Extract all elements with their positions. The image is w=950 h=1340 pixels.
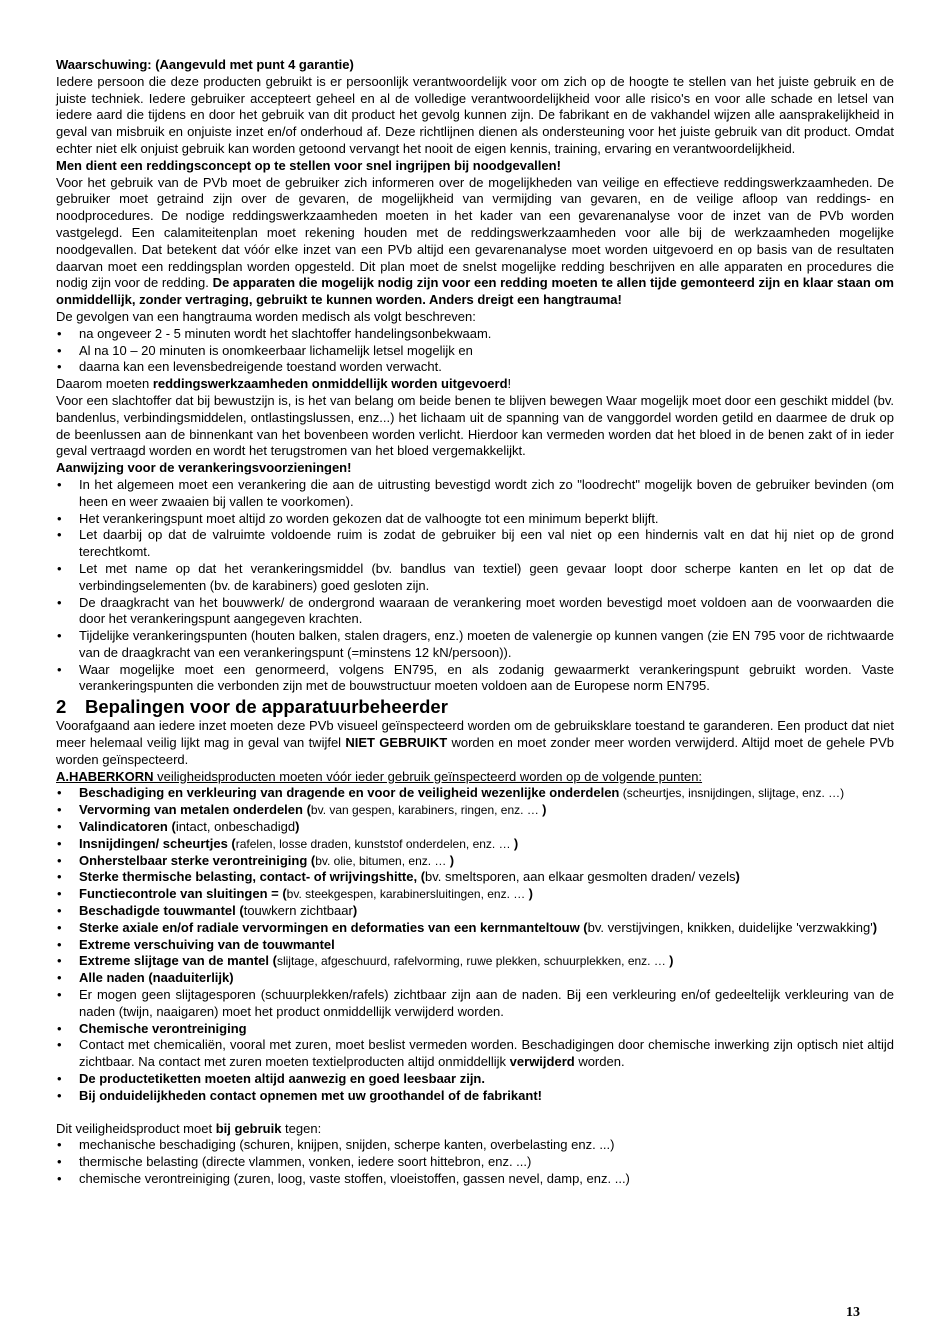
list-item: • Valindicatoren (intact, onbeschadigd) [56,819,894,836]
warning-title: Waarschuwing: (Aangevuld met punt 4 garantie) [56,57,354,72]
list-item: • Beschadiging en verkleuring van dragende en voor de veiligheid wezenlijke onderdelen (scheurtjes, insnijdingen, slijtage, enz. …) [56,785,894,802]
list-item: • Insnijdingen/ scheurtjes (rafelen, losse draden, kunststof onderdelen, enz. … ) [56,836,894,853]
list-item: • daarna kan een levensbedreigende toestand worden verwacht. [56,359,894,376]
anchorage-list [56,477,894,695]
list-item: • thermische belasting (directe vlammen, vonken, iedere soort hittebron, enz. ...) [56,1154,894,1171]
list-item: • Onherstelbaar sterke verontreiniging (bv. olie, bitumen, enz. … ) [56,853,894,870]
list-item: • Het verankeringspunt moet altijd zo worden gekozen dat de valhoogte tot een minimum beperkt blijft. [56,511,894,528]
trauma-intro: De gevolgen van een hangtrauma worden medisch als volgt beschreven: [56,308,476,324]
list-item: • Beschadigde touwmantel (touwkern zichtbaar) [56,903,894,920]
inspection-list [56,785,894,1104]
list-item: • Let daarbij op dat de valruimte voldoende ruim is zodat de gebruiker bij een val niet op een hindernis valt en dat hij niet op de grond terechtkomt. [56,527,894,561]
list-item: • Let met name op dat het verankeringsmiddel (bv. bandlus van textiel) geen gevaar loopt door scherpe kanten en let op dat de verbindingselementen (bv. de karabiners) goed gesloten zijn. [56,561,894,595]
page-number: 13 [846,1305,860,1320]
rescue-body: Voor het gebruik van de PVb moet de gebruiker zich informeren over de mogelijkheden van veilige en effectieve reddingswerkzaamheden. De gebruiker moet getraind zijn over de gevaren, de mogelijkheid van vermijding van gevaren, en de veilige afloop van reddings- en noodprocedures. De nodige reddingswerkzaamheden moeten in het kader van een gevarenanalyse voor de inzet van de PVb worden vastgelegd. Een calamiteitenplan moet rekening houden met de reddingswerkzaamheden voor alle bij de werkzaamheden mogelijke noodgevallen. Dat betekent dat vóór elke inzet van een PVb altijd een gevarenanalyse moet worden uitgevoerd en op basis van de resultaten daarvan moet een reddingsplan worden opgesteld. Dit plan moet de snelst mogelijke redding beschrijven en alle apparaten en procedures die nodig zijn voor de redding. De apparaten die mogelijk nodig zijn voor een redding moeten te allen tijde gemonteerd zijn en klaar staan om onmiddellijk, zonder vertraging, gebruikt te kunnen worden. Anders dreigt een hangtrauma! [56,174,894,308]
protect-list [56,1137,894,1187]
list-item: • Extreme slijtage van de mantel (slijtage, afgeschuurd, rafelvorming, ruwe plekken, schuurplekken, enz. … ) [56,953,894,970]
list-item: • De productetiketten moeten altijd aanwezig en goed leesbaar zijn. [56,1071,894,1088]
list-item: • In het algemeen moet een verankering die aan de uitrusting bevestigd wordt zich zo "loodrecht" mogelijk boven de gebruiker bevinden (om heen en weer zwaaien bij vallen te voorkomen). [56,477,894,511]
section-number: 2 [56,696,67,718]
list-item: • Functiecontrole van sluitingen = (bv. steekgespen, karabinersluitingen, enz. … ) [56,886,894,903]
section-intro: Voorafgaand aan iedere inzet moeten deze PVb visueel geïnspecteerd worden om de gebruiksklare toestand te garanderen. Een product dat niet meer helemaal veilig lijkt mag in geval van twijfel NIET GEBRUIKT worden en moet zonder meer worden verwijderd. Altijd moet de gehele PVb worden geïnspecteerd. [56,718,894,767]
trauma-therefore: Daarom moeten reddingswerkzaamheden onmiddellijk worden uitgevoerd! [56,376,512,392]
protect-intro: Dit veiligheidsproduct moet bij gebruik tegen: [56,1120,322,1136]
list-item: • Waar mogelijke moet een genormeerd, volgens EN795, en als zodanig gewaarmerkt verankeringspunt gebruikt worden. Vaste verankeringspunten die verbonden zijn met de bouwstructuur moeten voldoen aan de Europese norm EN795. [56,662,894,696]
list-item: • Sterke thermische belasting, contact- of wrijvingshitte, (bv. smeltsporen, aan elkaar gesmolten draden/ vezels) [56,869,894,886]
list-item: • mechanische beschadiging (schuren, knijpen, snijden, scherpe kanten, overbelasting enz. ...) [56,1137,894,1154]
trauma-victim: Voor een slachtoffer dat bij bewustzijn is, is het van belang om beide benen te blijven bewegen Waar mogelijk moet door een geschikt middel (bv. bandenlus, verbindingsmiddelen, ontlastingslussen, enz...) het lichaam uit de spanning van de vanggordel worden getild en daarmee de druk op de beenlussen aan de binnenkant van het bovenbeen worden verlicht. Hierdoor kan vermeden worden dat het bloed in de benen zakt of in ieder geval vertraagd worden en wordt het terugstromen van het bloed vergemakkelijkt. [56,392,894,459]
list-item: • Al na 10 – 20 minuten is onomkeerbaar lichamelijk letsel mogelijk en [56,343,894,360]
section-heading [56,696,894,718]
brand-name: A.HABERKORN [56,768,154,784]
list-item: • Contact met chemicaliën, vooral met zuren, moet beslist vermeden worden. Beschadigingen door chemische inwerking zijn optisch niet altijd zichtbaar. Na contact met zuren moeten textielproducten altijd onmiddellijk verwijderd worden. [56,1037,894,1071]
list-item: • Extreme verschuiving van de touwmantel [56,937,894,954]
inspection-lead: A.HABERKORN veiligheidsproducten moeten vóór ieder gebruik geïnspecteerd worden op de volgende punten: [56,768,703,784]
section-title: Bepalingen voor de apparatuurbeheerder [85,696,448,718]
list-item: • Sterke axiale en/of radiale vervormingen en deformaties van een kernmanteltouw (bv. verstijvingen, knikken, duidelijke 'verzwakking') [56,920,894,937]
anchorage-heading: Aanwijzing voor de verankeringsvoorzieningen! [56,460,352,476]
list-item: • Er mogen geen slijtagesporen (schuurplekken/rafels) zichtbaar zijn aan de naden. Bij een verkleuring en/of gedeeltelijk verkleuring van de naden (twijn, naaigaren) moet het product onmiddellijk verwijderd worden. [56,987,894,1021]
list-item: • chemische verontreiniging (zuren, loog, vaste stoffen, vloeistoffen, gassen nevel, damp, enz. ...) [56,1171,894,1188]
warning-body: Iedere persoon die deze producten gebruikt is er persoonlijk verantwoordelijk voor om zich op de hoogte te stellen van het juiste gebruik en de juiste techniek. Iedere gebruiker accepteert geheel en al de volledige verantwoordelijkheid voor alle risico's en voor alle schade en letsel van iedere aard die tijdens en door het gebruik van dit product het gevolg kunnen zijn. De fabrikant en de vakhandel wijzen alle aansprakelijkheid in geval van misbruik en onjuiste inzet en/of onderhoud af. Deze richtlijnen dienen als ondersteuning voor het juiste gebruik van dit product. Omdat echter niet elk onjuist gebruik kan worden getoond vervangt het nooit de eigen kennis, training, ervaring en verantwoordelijkheid. [56,73,894,156]
trauma-list [56,326,894,376]
page-content [56,57,894,1188]
list-item: • Chemische verontreiniging [56,1021,894,1038]
list-item: • na ongeveer 2 - 5 minuten wordt het slachtoffer handelingsonbekwaam. [56,326,894,343]
list-item: • Tijdelijke verankeringspunten (houten balken, stalen dragers, enz.) moeten de valenergie op kunnen vangen (zie EN 795 voor de richtwaarde van de draagkracht van een verankeringspunt (=minstens 12 kN/persoon)). [56,628,894,662]
list-item: • Alle naden (naaduiterlijk) [56,970,894,987]
list-item: • De draagkracht van het bouwwerk/ de ondergrond waaraan de verankering moet worden bevestigd moet voldoen aan de voorwaarden die door het verankeringspunt aangegeven krachten. [56,595,894,629]
list-item: • Vervorming van metalen onderdelen (bv. van gespen, karabiners, ringen, enz. … ) [56,802,894,819]
rescue-heading: Men dient een reddingsconcept op te stellen voor snel ingrijpen bij noodgevallen! [56,157,561,173]
rescue-body-bold: De apparaten die mogelijk nodig zijn voor een redding moeten te allen tijde gemonteerd zijn en klaar staan om onmiddellijk, zonder vertraging, gebruikt te kunnen worden. Anders dreigt een hangtrauma! [56,275,894,308]
list-item: • Bij onduidelijkheden contact opnemen met uw groothandel of de fabrikant! [56,1088,894,1105]
spacer [56,1105,894,1121]
